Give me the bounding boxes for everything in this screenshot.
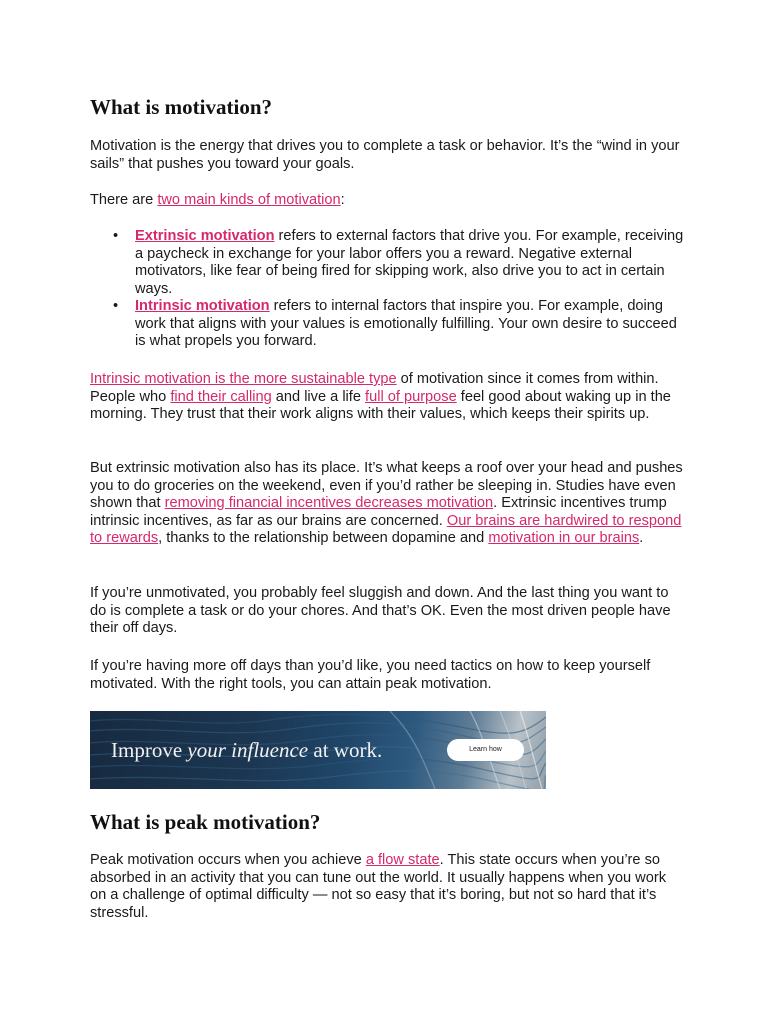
link-extrinsic-motivation[interactable]: Extrinsic motivation: [135, 228, 275, 244]
text-span: of motivation since it comes from within. People who: [90, 371, 659, 405]
text-span: , thanks to the relationship between dopamine and: [158, 530, 489, 546]
text-span: . Extrinsic incentives trump intrinsic incentives, as far as our brains are concerned.: [90, 495, 667, 529]
list-item-intrinsic: [90, 298, 684, 351]
text-span: Peak motivation occurs when you achieve: [90, 852, 366, 868]
paragraph-unmotivated: If you’re unmotivated, you probably feel sluggish and down. And the last thing you want to do is complete a task or do your chores. And that’s OK. Even the most driven people have their off days.: [90, 585, 671, 636]
list-item-extrinsic: [90, 228, 684, 298]
learn-how-button[interactable]: Learn how: [447, 739, 524, 761]
paragraph-intrinsic: [90, 371, 684, 424]
paragraph-kinds: [90, 192, 684, 210]
text-span: Improve: [111, 738, 188, 762]
link-motivation-in-brains[interactable]: motivation in our brains: [488, 530, 640, 546]
text-span: feel good about waking up in the morning. They trust that their work aligns with their values, which keeps their spirits up.: [90, 388, 671, 422]
paragraph-extrinsic: [90, 460, 684, 548]
text-span: There are: [90, 192, 158, 208]
heading-what-is-motivation: What is motivation?: [90, 95, 273, 119]
banner-headline: [111, 738, 382, 762]
text-span: refers to external factors that drive you. For example, receiving a paycheck in exchange for your labor offers you a reward. Negative external motivators, like fear of being fired for skipping work, also drive you to act in certain ways.: [135, 228, 684, 297]
bullet-dot: •: [113, 228, 119, 244]
paragraph-tactics: If you’re having more off days than you’d like, you need tactics on how to keep yourself motivated. With the right tools, you can attain peak motivation.: [90, 658, 651, 692]
link-find-their-calling[interactable]: find their calling: [170, 388, 272, 405]
link-a-flow-state[interactable]: a flow state: [365, 852, 440, 868]
text-span: :: [340, 192, 345, 208]
paragraph-intro: Motivation is the energy that drives you to complete a task or behavior. It’s the “wind in your sails” that pushes you toward your goals.: [90, 138, 680, 172]
link-two-main-kinds[interactable]: two main kinds of motivation: [157, 192, 341, 208]
link-brains-hardwired[interactable]: Our brains are hardwired to respond to rewards: [90, 512, 682, 546]
text-span-italic: your influence: [187, 738, 309, 762]
paragraph-peak-motivation: [90, 852, 684, 922]
link-removing-incentives[interactable]: removing financial incentives decreases motivation: [164, 495, 494, 511]
text-span: refers to internal factors that inspire you. For example, doing work that aligns with your values is emotionally fulfilling. Your own desire to succeed is what propels you forward.: [135, 298, 677, 349]
promo-banner[interactable]: [90, 711, 546, 789]
text-span: and live a life: [271, 388, 366, 405]
text-span: But extrinsic motivation also has its place. It’s what keeps a roof over your head and pushes you to do groceries on the weekend, even if you’d rather be sleeping in. Studies have even shown that: [90, 460, 683, 511]
text-span: at work.: [308, 738, 383, 762]
heading-what-is-peak-motivation: What is peak motivation?: [90, 810, 321, 834]
link-intrinsic-motivation[interactable]: Intrinsic motivation: [135, 298, 270, 314]
motivation-kinds-list: [90, 228, 684, 351]
bullet-dot: •: [113, 298, 119, 314]
text-span: .: [639, 530, 644, 546]
link-full-of-purpose[interactable]: full of purpose: [365, 388, 457, 405]
link-intrinsic-sustainable[interactable]: Intrinsic motivation is the more sustainable type: [90, 371, 397, 387]
text-span: . This state occurs when you’re so absorbed in an activity that you can tune out the world. It usually happens when you work on a challenge of optimal difficulty — not so easy that it’s boring, but not so hard that it’s stressful.: [90, 852, 666, 921]
